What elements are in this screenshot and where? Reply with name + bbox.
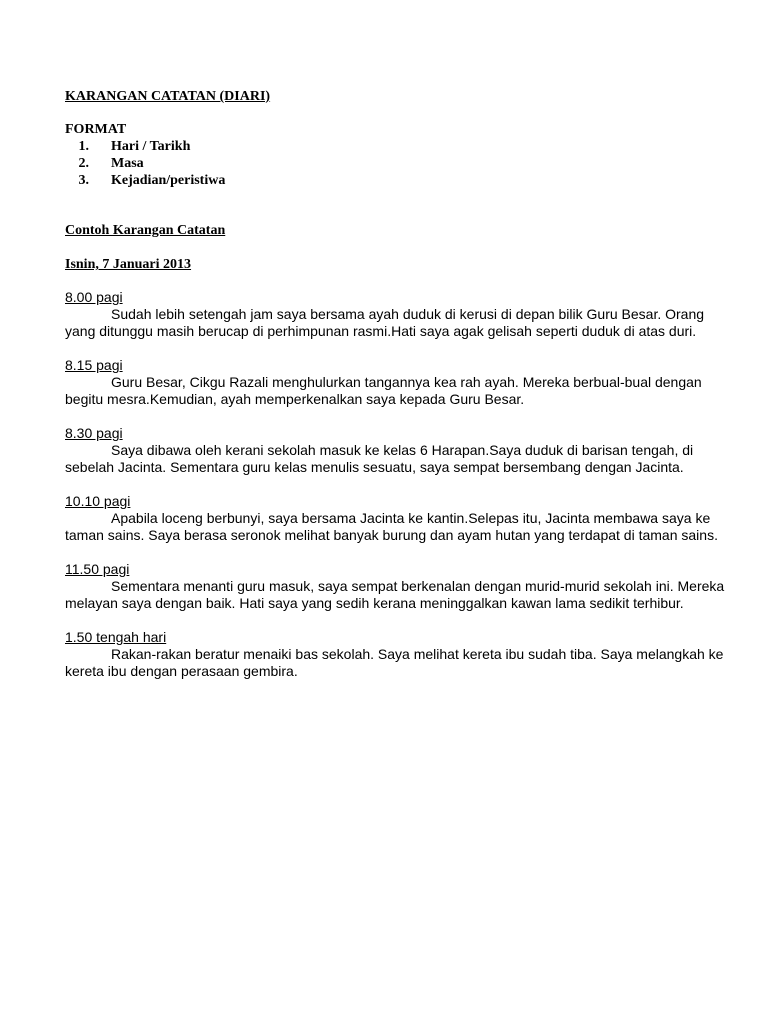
diary-entry: [65, 357, 725, 408]
example-title: Contoh Karangan Catatan: [65, 223, 226, 238]
entry-time: 1.50 tengah hari: [65, 629, 167, 645]
entry-body: Sudah lebih setengah jam saya bersama ayah duduk di kerusi di depan bilik Guru Besar. Orang yang ditunggu masih berucap di perhimpunan rasmi.Hati saya agak gelisah seperti duduk di atas duri.: [65, 306, 705, 339]
entry-time: 10.10 pagi: [65, 493, 131, 509]
entry-body: Rakan-rakan beratur menaiki bas sekolah. Saya melihat kereta ibu sudah tiba. Saya melangkah ke kereta ibu dengan perasaan gembira.: [65, 646, 724, 679]
format-item: [65, 155, 225, 172]
format-item-text: Hari / Tarikh: [111, 139, 191, 154]
entry-time: 8.15 pagi: [65, 357, 123, 373]
format-list: [65, 138, 225, 189]
entry-body: Saya dibawa oleh kerani sekolah masuk ke kelas 6 Harapan.Saya duduk di barisan tengah, di sebelah Jacinta. Sementara guru kelas menulis sesuatu, saya sempat bersembang dengan Jacinta.: [65, 442, 694, 475]
entry-time: 11.50 pagi: [65, 561, 130, 577]
format-item: [65, 172, 225, 189]
format-item-number: 2.: [78, 156, 89, 171]
diary-date: Isnin, 7 Januari 2013: [65, 257, 192, 272]
diary-entry: [65, 629, 725, 680]
diary-entries: [65, 289, 725, 697]
entry-time: 8.30 pagi: [65, 425, 123, 441]
format-item-text: Masa: [111, 156, 144, 171]
entry-body: Guru Besar, Cikgu Razali menghulurkan tangannya kea rah ayah. Mereka berbual-bual dengan begitu mesra.Kemudian, ayah memperkenalkan saya kepada Guru Besar.: [65, 374, 702, 407]
entry-time: 8.00 pagi: [65, 289, 123, 305]
format-heading: FORMAT: [65, 122, 127, 137]
entry-body: Sementara menanti guru masuk, saya sempat berkenalan dengan murid-murid sekolah ini. Mereka melayan saya dengan baik. Hati saya yang sedih kerana meninggalkan kawan lama sedikit terhibur.: [65, 578, 725, 611]
format-item-number: 3.: [78, 173, 89, 188]
document-title: KARANGAN CATATAN (DIARI): [65, 89, 271, 104]
format-item-text: Kejadian/peristiwa: [111, 173, 226, 188]
format-item-number: 1.: [78, 139, 89, 154]
diary-entry: [65, 493, 725, 544]
diary-entry: [65, 289, 725, 340]
diary-entry: [65, 561, 725, 612]
diary-entry: [65, 425, 725, 476]
entry-body: Apabila loceng berbunyi, saya bersama Jacinta ke kantin.Selepas itu, Jacinta membawa saya ke taman sains. Saya berasa seronok melihat banyak burung dan ayam hutan yang terdapat di taman sains.: [65, 510, 718, 543]
format-item: [65, 138, 225, 155]
